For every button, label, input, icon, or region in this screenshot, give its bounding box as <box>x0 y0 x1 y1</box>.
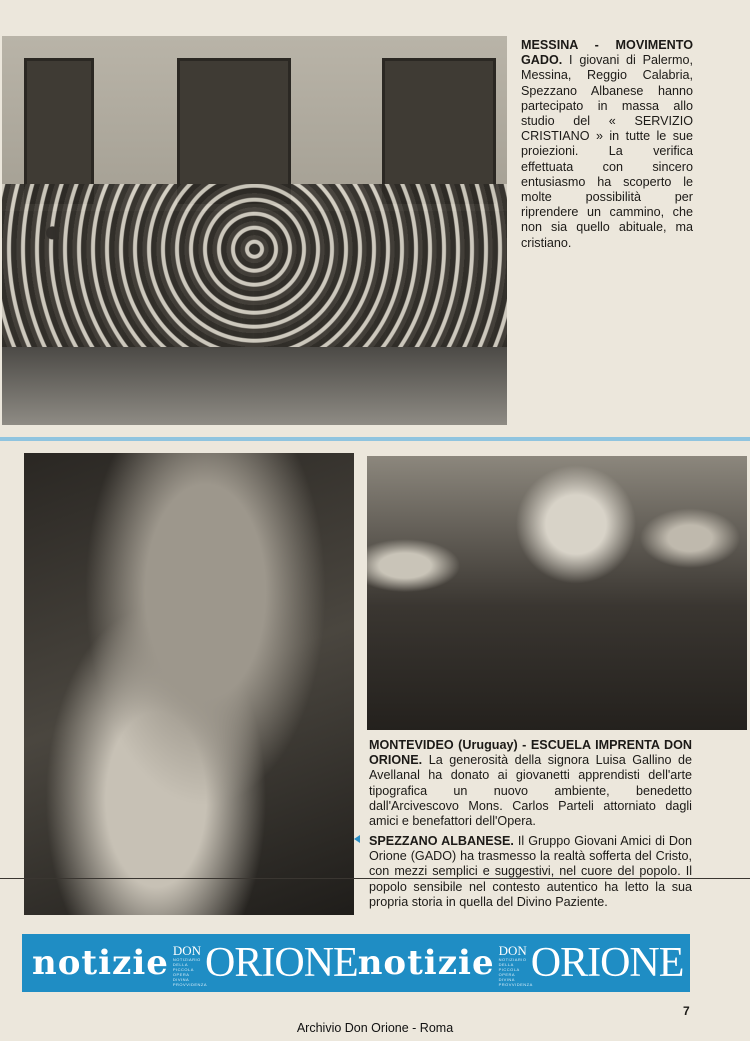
banner-logo-1: notizie DON NOTIZIARIO DELLA PICCOLA OPERA DIVINA PROVVIDENZA ORIONE <box>32 934 358 992</box>
photo-messina-group <box>2 36 507 425</box>
caption-montevideo <box>369 738 692 829</box>
photo-montevideo-archbishop <box>367 456 747 730</box>
banner-don: DON <box>172 942 202 958</box>
caption-messina-body: I giovani di Palermo, Messina, Reggio Calabria, Spezzano Albanese hanno partecipato in massa allo studio del « SERVIZIO CRISTIANO » in tutte le sue proiezioni. La verifica effettuata con sincero entusiasmo ha scoperto le molte possibilità per riprendere un cammino, che non sia quello abituale, ma cristiano. <box>521 53 693 250</box>
photo-spezzano-passion <box>24 453 354 915</box>
caption-spezzano <box>369 834 692 910</box>
banner-orione: ORIONE <box>205 940 358 986</box>
archive-footer: Archivio Don Orione - Roma <box>296 1021 454 1035</box>
crowd <box>2 184 507 347</box>
scan-artifact-line <box>0 878 750 879</box>
banner-notizie: notizie <box>32 943 169 983</box>
caption-pointer-icon <box>354 835 360 843</box>
caption-montevideo-heading: MONTEVIDEO (Uruguay) - ESCUELA IMPRENTA DON ORIONE. <box>369 738 692 768</box>
caption-messina-heading: MESSINA - MOVIMENTO GADO. <box>521 38 693 68</box>
notizie-don-orione-banner <box>22 934 690 992</box>
section-divider <box>0 437 750 441</box>
caption-spezzano-body: Il Gruppo Giovani Amici di Don Orione (GADO) ha trasmesso la realtà sofferta del Cristo, con mezzi semplici e suggestivi, nel cuore del popolo. Il popolo sensibile nel contesto autentico ha letto la sua propria storia in quella del Divino Paziente. <box>369 834 693 909</box>
caption-spezzano-heading: SPEZZANO ALBANESE. <box>369 834 514 848</box>
banner-logo-2: notizie DON NOTIZIARIO DELLA PICCOLA OPERA DIVINA PROVVIDENZA ORIONE <box>357 940 684 987</box>
caption-messina <box>521 38 693 251</box>
caption-montevideo-body: La generosità della signora Luisa Gallino de Avellanal ha donato ai giovanetti apprendisti dell'arte tipografica un nuovo ambiente, benedetto dall'Arcivescovo Mons. Carlos Parteli attorniato dagli amici e benefattori dell'Opera. <box>369 753 692 829</box>
page-number: 7 <box>683 1004 690 1018</box>
